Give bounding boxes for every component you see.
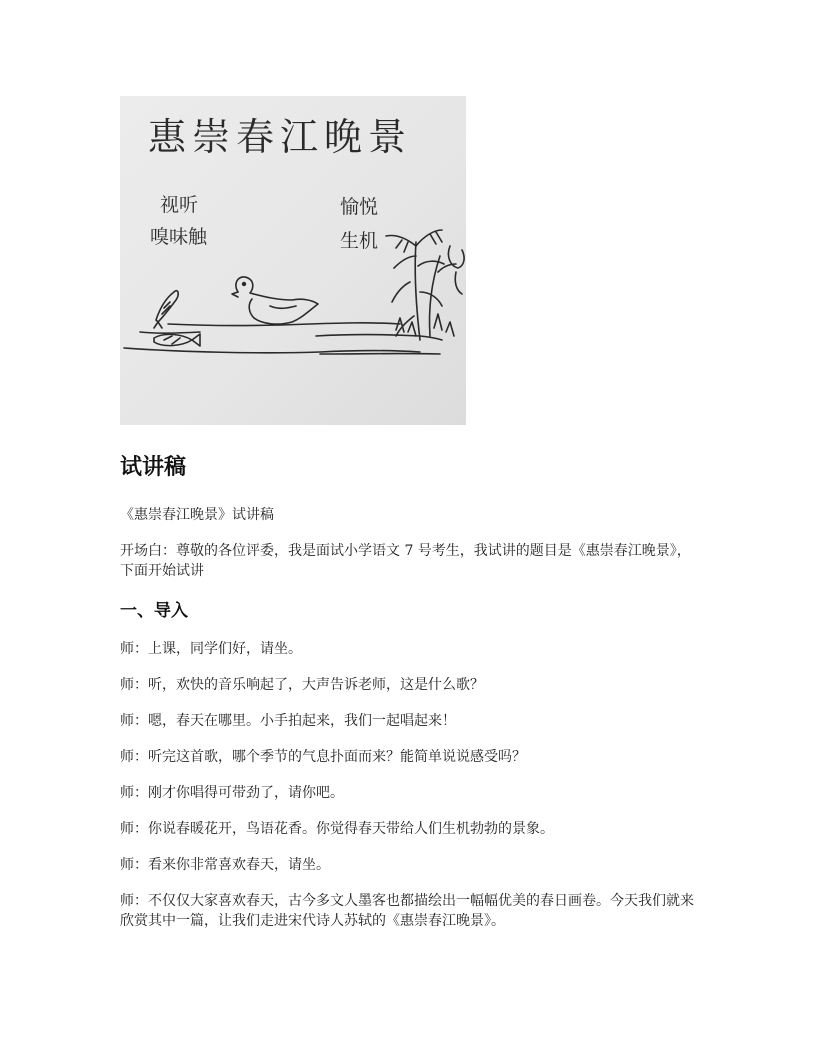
fish-icon: [154, 291, 178, 328]
illustration-title: 惠崇春江晚景: [148, 115, 413, 159]
water-lines: [124, 323, 442, 354]
dialogue-line: 师：刚才你唱得可带劲了，请你吧。: [120, 785, 344, 801]
section-heading-intro: 一、导入: [120, 601, 188, 621]
illustration-note-senses-2: 嗅味触: [150, 226, 208, 248]
dialogue-line: 师：上课，同学们好，请坐。: [120, 641, 302, 657]
dialogue-line: 师：看来你非常喜欢春天，请坐。: [120, 857, 330, 873]
document-heading: 试讲稿: [120, 455, 187, 480]
dialogue-line: 师：你说春暖花开，鸟语花香。你觉得春天带给人们生机勃勃的景象。: [120, 821, 554, 837]
illustration-note-vitality: 生机: [340, 230, 379, 252]
document-page: [120, 96, 696, 931]
opening-paragraph: 开场白：尊敬的各位评委，我是面试小学语文 7 号考生，我试讲的题目是《惠崇春江晚景》，下面开始试讲: [120, 543, 691, 579]
illustration-note-joy: 愉悦: [340, 196, 379, 218]
dialogue-line: 师：不仅仅大家喜欢春天，古今多文人墨客也都描绘出一幅幅优美的春日画卷。今天我们就来欣赏其中一篇，让我们走进宋代诗人苏轼的《惠崇春江晚景》。: [120, 893, 694, 929]
dialogue-line: 师：听完这首歌，哪个季节的气息扑面而来？能简单说说感受吗？: [120, 749, 526, 765]
dialogue-line: 师：嗯，春天在哪里。小手拍起来，我们一起唱起来！: [120, 713, 456, 729]
document-subtitle: 《惠崇春江晚景》试讲稿: [120, 507, 274, 523]
illustration-note-senses-1: 视听: [160, 194, 199, 216]
duck-icon: [232, 277, 318, 324]
dialogue-line: 师：听，欢快的音乐响起了，大声告诉老师，这是什么歌？: [120, 677, 484, 693]
hand-drawn-illustration: [120, 96, 466, 425]
fish-swimming-icon: [154, 334, 200, 346]
sketch-drawing: [120, 96, 466, 425]
